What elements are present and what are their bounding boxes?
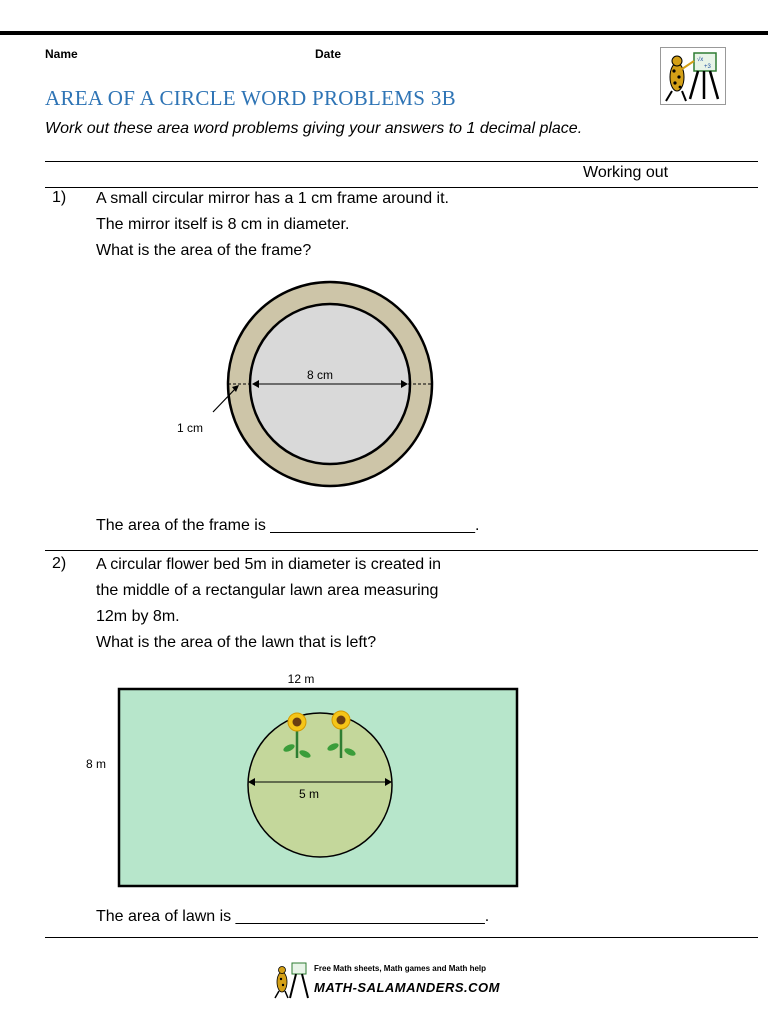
- lawn-height-label: 8 m: [85, 757, 107, 771]
- date-label: Date: [315, 47, 342, 61]
- page-title: AREA OF A CIRCLE WORD PROBLEMS 3B: [45, 86, 456, 110]
- svg-text:√x: √x: [697, 57, 704, 63]
- divider: [45, 550, 758, 551]
- lawn-width-label: 12 m: [287, 672, 315, 686]
- question-1-answer: The area of the frame is _______________________.: [96, 517, 480, 534]
- footer-salamander-icon: [272, 960, 312, 1000]
- footer-logo: [272, 960, 500, 1002]
- diameter-label: 8 cm: [306, 368, 334, 382]
- flower-bed-diameter-label: 5 m: [298, 787, 320, 801]
- question-1-line: The mirror itself is 8 cm in diameter.: [96, 216, 350, 233]
- flower-bed-circle: [248, 713, 392, 857]
- divider: [45, 937, 758, 938]
- footer-site-name: MATH-SALAMANDERS.COM: [314, 980, 500, 995]
- question-1-text: [96, 186, 449, 264]
- top-border: [0, 31, 768, 35]
- question-2-answer: The area of lawn is ____________________________.: [96, 908, 490, 925]
- svg-text:+3: +3: [704, 64, 711, 70]
- question-1-line: A small circular mirror has a 1 cm frame around it.: [96, 190, 449, 207]
- question-1-number: 1): [52, 189, 67, 206]
- mirror-diagram: [160, 270, 460, 510]
- question-2-line: 12m by 8m.: [96, 608, 180, 625]
- question-2-text: [96, 552, 441, 656]
- lawn-diagram: [80, 668, 530, 893]
- question-2-line: the middle of a rectangular lawn area measuring: [96, 582, 439, 599]
- salamander-logo-icon: [660, 47, 726, 105]
- question-1-line: What is the area of the frame?: [96, 242, 312, 259]
- question-2-number: 2): [52, 555, 67, 572]
- footer-tagline: Free Math sheets, Math games and Math help: [314, 964, 487, 973]
- instructions: Work out these area word problems giving your answers to 1 decimal place.: [45, 120, 583, 137]
- frame-width-label: 1 cm: [176, 421, 204, 435]
- name-label: Name: [45, 47, 78, 61]
- question-2-line: What is the area of the lawn that is left?: [96, 634, 377, 651]
- divider: [45, 161, 758, 162]
- question-2-line: A circular flower bed 5m in diameter is created in: [96, 556, 442, 573]
- working-out-label: Working out: [583, 164, 669, 181]
